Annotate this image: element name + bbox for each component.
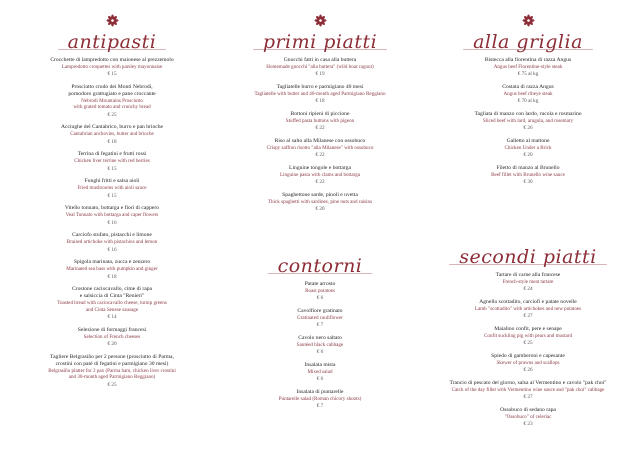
menu-item (430, 299, 626, 320)
dish-price: € 26 (523, 125, 533, 132)
dish-name-italian: Acciughe del Cantabrico, burro e pan brioche (60, 124, 164, 131)
section-title: contorni (277, 255, 363, 277)
dish-price: € 27 (523, 313, 533, 320)
menu-item (430, 165, 626, 186)
menu-item (430, 84, 626, 105)
dish-name-italian: Cavolfiore gratinato (297, 308, 343, 314)
dish-price: € 18 (107, 138, 117, 145)
menu-item (430, 407, 626, 428)
dish-name-italian: Crostone caciocavallo, cime di rapa e salsiccia di Cinta "Renieri" (72, 286, 152, 300)
dish-name-italian: Spiedo di gamberoni e capesante (491, 353, 565, 359)
section-heading (259, 33, 381, 52)
section-heading (455, 248, 601, 267)
dish-name-english: Catch of the day fillet with Vermentino wine sauce and "pak choi" cabbage (451, 387, 605, 393)
dish-price: € 25 (523, 340, 533, 347)
flower-ornament-icon (14, 7, 210, 27)
dish-price: € 16 (107, 219, 117, 226)
dish-name-italian: Tagliatelle burro e parmigiano 40 mesi (276, 84, 364, 90)
dish-price: € 23 (523, 421, 533, 428)
menu-item (430, 57, 626, 78)
dish-name-english: Fried mushrooms with aioli sauce (77, 185, 147, 192)
dish-name-italian: Gnocchi fatti in casa alla buttera (283, 57, 357, 63)
menu-item (14, 84, 210, 118)
dish-name-english: Roast potatoes (305, 288, 335, 294)
section-spacer (430, 192, 626, 242)
dish-name-english: Toasted bread with caciocavallo cheese, turnip greens and Cinta Senese sausage (57, 300, 167, 313)
dish-price: € 70 al kg (517, 98, 539, 105)
dish-name-italian: Prosciutto crudo dei Monti Nebrodi, pomodoro grattugiato e pane croccante (68, 84, 156, 97)
heading-flourish (449, 264, 607, 265)
dish-name-italian: Tagliere Belgrasiño per 2 persone (prosciutto di Parma, crostini con paté di fegatini e parmigiano 30 mesi) (50, 353, 174, 367)
dish-name-italian: Insalata di puntarelle (296, 389, 344, 395)
heading-flourish (268, 273, 373, 274)
flower-ornament-icon (222, 7, 418, 27)
dish-name-english: Skewer of prawns and scallops (496, 360, 560, 366)
dish-name-italian: Crocchette di lampredotto con maionese al prezzemolo (50, 57, 174, 63)
menu-item (14, 232, 210, 253)
dish-price: € 25 (107, 381, 117, 388)
dish-price: € 30 (523, 179, 533, 186)
dish-name-english: Stuffed pasta buttons with pigeon (285, 118, 355, 124)
dish-name-english: French-style meat tartare (502, 279, 554, 285)
column-center (222, 0, 418, 416)
dish-price: € 20 (315, 206, 325, 213)
menu-item (222, 84, 418, 105)
heading-flourish (463, 49, 593, 50)
dish-name-english: Beef fillet with Brunello wine sauce (491, 172, 565, 178)
menu-item (222, 165, 418, 186)
dish-name-italian: Tartare di carne alla francese (495, 272, 561, 278)
section-heading (469, 33, 587, 52)
dish-price: € 22 (315, 125, 325, 132)
menu-item (430, 138, 626, 159)
menu-item (222, 335, 418, 356)
menu-item (222, 192, 418, 213)
menu-section (430, 242, 626, 428)
menu-item (14, 327, 210, 348)
dish-name-italian: Carciofo stufato, pistacchi e limone (72, 232, 152, 239)
dish-name-english: Selection of French cheeses (83, 333, 141, 340)
dish-name-english: Chicken Under a Brick (504, 145, 552, 151)
dish-name-english: Puntarelle salad (Roman chicory shoots) (278, 396, 362, 402)
dish-name-italian: Insalata mista (304, 362, 336, 368)
dish-price: € 75 al kg (517, 71, 539, 78)
dish-price: € 20 (523, 152, 533, 159)
dish-name-italian: Spigola marinata, zucca e zenzero (73, 259, 151, 266)
dish-name-english: Braised artichoke with pistachios and lemon (66, 239, 158, 246)
dish-name-english: Nebrodi Mountains Prosciutto with grated tomato and crunchy bread (73, 98, 151, 111)
dish-name-english: "Ossobuco" of celeriac (504, 414, 552, 420)
menu-item (14, 205, 210, 226)
dish-name-italian: Bottoni ripieni di piccione (290, 111, 350, 117)
menu-item (430, 272, 626, 293)
menu-item (222, 389, 418, 410)
dish-name-english: Belgrasiño platter for 2 pax (Parma ham, chicken liver crostini and 30-month aged Parmigiano Reggiano) (48, 367, 176, 381)
menu-item (222, 362, 418, 383)
dish-name-italian: Galletto al mattone (506, 138, 550, 144)
column-left (14, 0, 210, 394)
dish-price: € 15 (107, 192, 117, 199)
menu-section (430, 7, 626, 186)
dish-name-italian: Linguine tongole e bottarga (289, 165, 351, 171)
dish-name-english: Sautéed black cabbage (296, 342, 344, 348)
dish-name-english: Cantabrian anchovies, butter and brioche (70, 131, 154, 138)
dish-price: € 15 (107, 165, 117, 172)
dish-price: € 18 (107, 273, 117, 280)
heading-flourish (58, 49, 167, 50)
menu-section (222, 7, 418, 213)
dish-price: € 20 (107, 341, 117, 348)
section-heading (274, 257, 367, 276)
section-title: primi piatti (262, 31, 378, 53)
section-spacer (222, 219, 418, 251)
dish-name-italian: Cavolo nero saltato (298, 335, 342, 341)
menu-item (222, 138, 418, 159)
dish-name-english: Confit suckling pig with pears and mustard (484, 333, 572, 339)
section-title: alla griglia (473, 31, 583, 53)
dish-name-english: Lamb "scottadito" with artichokes and new potatoes (474, 306, 582, 312)
dish-name-english: Gratinated cauliflower (297, 315, 343, 321)
menu-item (14, 178, 210, 199)
dish-name-english: Thick spaghetti with sardines, pine nuts and raisins (267, 199, 373, 205)
dish-name-italian: Spaghettone sarde, pinoli e uvetta (282, 192, 358, 198)
dish-name-english: Marinated sea bass with pumpkin and ginger (66, 266, 158, 273)
dish-name-english: Sliced beef with lard, arugula, and rosemary (482, 118, 574, 124)
dish-name-english: Lampredotto croquettes with parsley mayonnaise (61, 64, 163, 70)
dish-name-italian: Agnello scottadito, carciofi e patate novelle (479, 299, 577, 305)
menu-item (430, 111, 626, 132)
dish-name-italian: Riso al salto alla Milanese con ossobuco (274, 138, 366, 144)
dish-name-english: Crispy saffron risotto "alla Milanese" with ossobuco (266, 145, 374, 151)
dish-price: € 25 (107, 111, 117, 118)
dish-name-italian: Costata di razza Angus (502, 84, 554, 90)
menu-item (430, 380, 626, 401)
dish-name-english: Tagliatelle with butter and 40-month aged Parmigiano Reggiano (254, 91, 386, 97)
dish-price: € 6 (316, 349, 324, 356)
dish-price: € 6 (316, 295, 324, 302)
dish-name-italian: Patate arrosto (304, 281, 336, 287)
dish-name-english: Veal Tonnato with bottarga and caper flowers (65, 212, 159, 219)
section-title: secondi piatti (459, 246, 597, 268)
menu-item (14, 57, 210, 78)
dish-name-italian: Vitello tonnato, bottarga e fiori di cappero (64, 205, 160, 212)
dish-price: € 22 (315, 152, 325, 159)
section-heading (64, 33, 161, 52)
menu-item (14, 259, 210, 280)
dish-price: € 14 (107, 314, 117, 321)
dish-name-english: Chicken liver terrine with red berries (74, 158, 150, 165)
menu-item (14, 354, 210, 388)
dish-name-italian: Funghi fritti e salsa aioli (84, 178, 140, 185)
dish-price: € 19 (315, 71, 325, 78)
dish-name-italian: Trancio di pescato del giorno, salsa al Vermentino e cavolo "pak choi" (449, 380, 607, 386)
menu-item (222, 308, 418, 329)
dish-name-italian: Terrina di fegatini e frutti rossi (77, 151, 147, 158)
menu-item (430, 353, 626, 374)
dish-price: € 18 (315, 98, 325, 105)
menu-section (222, 251, 418, 410)
flower-ornament-icon (430, 7, 626, 27)
menu-item (14, 286, 210, 320)
dish-name-english: Mixed salad (307, 369, 333, 375)
dish-price: € 26 (523, 367, 533, 374)
dish-price: € 27 (523, 394, 533, 401)
dish-name-english: Linguine pasta with clams and bottarga (279, 172, 361, 178)
dish-name-english: Angus beef Florentine-style steak (493, 64, 563, 70)
menu-item (222, 281, 418, 302)
menu-item (222, 57, 418, 78)
menu-item (14, 151, 210, 172)
menu-section (14, 7, 210, 388)
dish-price: € 16 (107, 246, 117, 253)
menu-item (430, 326, 626, 347)
dish-price: € 6 (316, 376, 324, 383)
dish-price: € 22 (315, 179, 325, 186)
dish-price: € 7 (316, 322, 324, 329)
dish-name-italian: Filetto di manzo al Brunello (496, 165, 560, 171)
dish-name-italian: Selezione di formaggi francesi (77, 326, 147, 333)
column-right (430, 0, 626, 434)
dish-price: € 24 (523, 286, 533, 293)
dish-name-italian: Tagliata di manzo con lardo, rucola e rosmarino (474, 111, 582, 117)
heading-flourish (253, 49, 387, 50)
dish-price: € 7 (316, 403, 324, 410)
dish-name-italian: Ossobuco di sedano rapa (500, 407, 556, 413)
dish-name-italian: Maialino confit, pere e senape (494, 326, 562, 332)
dish-name-english: Homemade gnocchi "alla buttera" (wild boar ragout) (266, 64, 374, 70)
dish-name-italian: Bistecca alla fiorentina di razza Angus (484, 57, 572, 63)
menu-item (14, 124, 210, 145)
menu-item (222, 111, 418, 132)
dish-name-english: Angus beef ribeye steak (503, 91, 553, 97)
section-title: antipasti (67, 31, 157, 53)
dish-price: € 15 (107, 71, 117, 78)
